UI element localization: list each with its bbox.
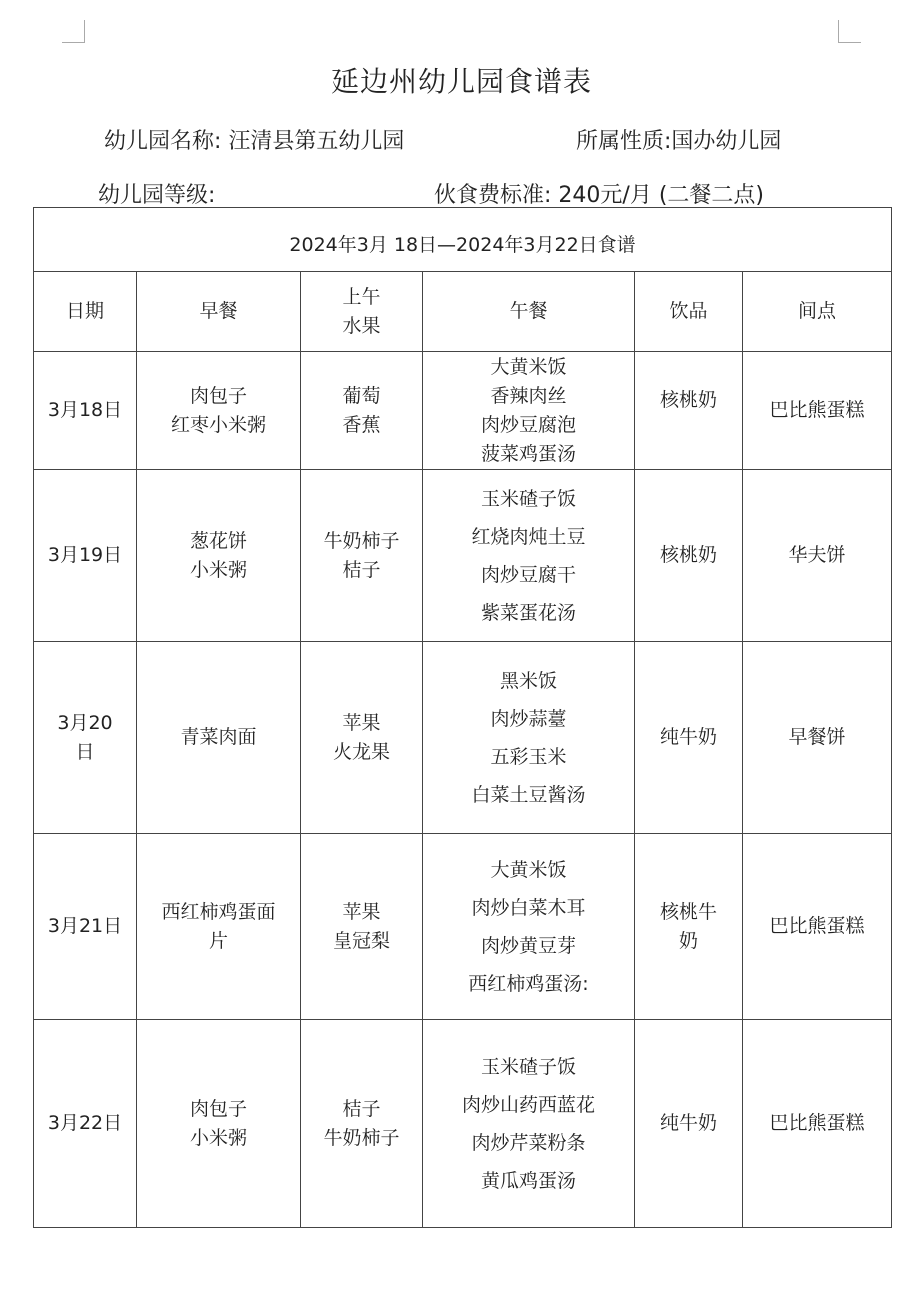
breakfast-cell <box>137 1020 301 1228</box>
lunch-item: 五彩玉米 <box>490 745 567 768</box>
breakfast-cell <box>137 834 301 1020</box>
date-line: 3月21日 <box>47 915 123 937</box>
breakfast-item: 肉包子 <box>189 1097 247 1120</box>
table-row <box>34 1020 892 1228</box>
crop-mark-top-left <box>62 20 85 43</box>
fruit-item: 桔子 <box>342 1097 381 1120</box>
date-line: 3月19日 <box>47 544 123 566</box>
lunch-cell <box>423 1020 635 1228</box>
drink-item: 核桃奶 <box>659 544 717 566</box>
meal-fee-line <box>434 178 764 209</box>
page-title: 延边州幼儿园食谱表 <box>330 65 592 98</box>
kindergarten-name-label: 幼儿园名称: <box>104 129 222 154</box>
header-lunch: 午餐 <box>423 272 635 352</box>
drink-item: 核桃奶 <box>659 389 717 411</box>
snack-cell: 巴比熊蛋糕 <box>743 352 892 470</box>
breakfast-item: 青菜肉面 <box>180 726 257 748</box>
drink-item: 核桃牛 <box>659 900 717 923</box>
header-fruit-line: 上午 <box>342 285 381 308</box>
drink-item: 纯牛奶 <box>659 1112 717 1134</box>
snack-cell: 巴比熊蛋糕 <box>743 834 892 1020</box>
breakfast-item: 小米粥 <box>189 558 247 581</box>
date-line: 3月18日 <box>47 399 123 421</box>
table-row <box>34 470 892 642</box>
snack-cell: 巴比熊蛋糕 <box>743 1020 892 1228</box>
lunch-item: 肉炒黄豆芽 <box>480 934 576 957</box>
fruit-item: 牛奶柿子 <box>323 1126 400 1149</box>
lunch-item: 香辣肉丝 <box>490 384 567 407</box>
lunch-item: 玉米碴子饭 <box>480 1055 576 1078</box>
lunch-item: 肉炒豆腐干 <box>480 563 576 586</box>
breakfast-item: 西红柿鸡蛋面 <box>161 900 276 923</box>
lunch-cell <box>423 470 635 642</box>
fruit-cell <box>301 352 423 470</box>
lunch-cell <box>423 642 635 834</box>
breakfast-cell <box>137 642 301 834</box>
lunch-item: 黄瓜鸡蛋汤 <box>480 1169 576 1192</box>
drink-cell <box>635 1020 743 1228</box>
date-cell <box>34 642 137 834</box>
lunch-item: 肉炒白菜木耳 <box>471 896 586 919</box>
fruit-cell <box>301 470 423 642</box>
menu-table <box>33 207 892 1228</box>
snack-cell: 早餐饼 <box>743 642 892 834</box>
date-line: 日 <box>75 740 95 763</box>
breakfast-item: 肉包子 <box>189 384 247 407</box>
date-cell <box>34 1020 137 1228</box>
drink-cell <box>635 642 743 834</box>
date-cell <box>34 834 137 1020</box>
fruit-item: 苹果 <box>342 900 381 923</box>
fruit-item: 葡萄 <box>342 384 381 407</box>
crop-mark-top-right <box>838 20 861 43</box>
date-cell <box>34 470 137 642</box>
meal-fee-value: 240元/月 (二餐二点) <box>558 183 764 208</box>
lunch-item: 玉米碴子饭 <box>480 487 576 510</box>
lunch-cell <box>423 352 635 470</box>
period-row <box>34 208 892 272</box>
lunch-item: 大黄米饭 <box>490 355 567 378</box>
header-snack: 间点 <box>743 272 892 352</box>
fruit-cell <box>301 834 423 1020</box>
lunch-item: 肉炒蒜薹 <box>490 707 567 730</box>
lunch-item: 菠菜鸡蛋汤 <box>480 442 576 465</box>
breakfast-cell <box>137 352 301 470</box>
drink-item: 奶 <box>678 929 698 952</box>
header-fruit-line: 水果 <box>342 314 381 337</box>
lunch-item: 紫菜蛋花汤 <box>480 601 576 624</box>
drink-item: 纯牛奶 <box>659 726 717 748</box>
drink-cell <box>635 834 743 1020</box>
breakfast-item: 葱花饼 <box>189 529 247 552</box>
fruit-cell <box>301 642 423 834</box>
fruit-item: 苹果 <box>342 711 381 734</box>
kindergarten-name-value: 汪清县第五幼儿园 <box>228 129 405 154</box>
table-row <box>34 352 892 470</box>
lunch-item: 红烧肉炖土豆 <box>471 525 586 548</box>
kindergarten-nature: 所属性质:国办幼儿园 <box>576 129 782 154</box>
header-drink: 饮品 <box>635 272 743 352</box>
menu-period: 2024年3月 18日—2024年3月22日食谱 <box>34 208 892 272</box>
drink-cell <box>635 470 743 642</box>
table-row <box>34 834 892 1020</box>
kindergarten-level-label: 幼儿园等级: <box>98 183 216 208</box>
fruit-item: 牛奶柿子 <box>323 529 400 552</box>
fruit-cell <box>301 1020 423 1228</box>
header-row <box>34 272 892 352</box>
lunch-item: 肉炒豆腐泡 <box>480 413 576 436</box>
lunch-item: 大黄米饭 <box>490 858 567 881</box>
breakfast-cell <box>137 470 301 642</box>
lunch-item: 西红柿鸡蛋汤: <box>468 972 589 995</box>
drink-cell <box>635 352 743 470</box>
lunch-item: 白菜土豆酱汤 <box>471 783 586 806</box>
snack-cell: 华夫饼 <box>743 470 892 642</box>
date-line: 3月20 <box>57 711 113 734</box>
lunch-item: 黑米饭 <box>499 669 557 692</box>
lunch-cell <box>423 834 635 1020</box>
header-breakfast: 早餐 <box>137 272 301 352</box>
meal-fee-label: 伙食费标准: <box>434 183 552 208</box>
lunch-item: 肉炒芹菜粉条 <box>471 1131 586 1154</box>
header-date: 日期 <box>34 272 137 352</box>
fruit-item: 火龙果 <box>332 740 390 763</box>
breakfast-item: 片 <box>208 929 228 952</box>
breakfast-item: 红枣小米粥 <box>170 413 266 436</box>
header-fruit <box>301 272 423 352</box>
fruit-item: 香蕉 <box>342 413 381 436</box>
date-cell <box>34 352 137 470</box>
breakfast-item: 小米粥 <box>189 1126 247 1149</box>
date-line: 3月22日 <box>47 1112 123 1134</box>
fruit-item: 桔子 <box>342 558 381 581</box>
table-row <box>34 642 892 834</box>
lunch-item: 肉炒山药西蓝花 <box>461 1093 595 1116</box>
kindergarten-name-line <box>104 124 404 155</box>
fruit-item: 皇冠梨 <box>332 929 390 952</box>
